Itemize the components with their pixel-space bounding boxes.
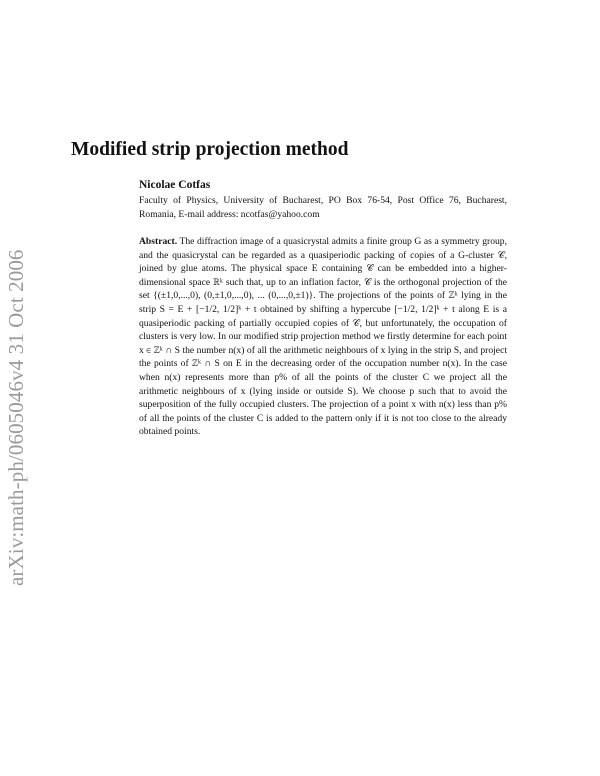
abstract-label: Abstract. xyxy=(139,236,178,247)
author-name: Nicolae Cotfas xyxy=(139,179,211,191)
paper-title: Modified strip projection method xyxy=(71,139,349,160)
abstract-text: The diffraction image of a quasicrystal admits a finite group G as a symmetry group, and the quasicrystal can be regarded as a quasiperiodic packing of copies of a G-cluster 𝒞, joined by glue atoms. The physical space E containing 𝒞 can be embedded into a higher-dimensional space ℝᵏ such that, up to an inflation factor, 𝒞 is the orthogonal projection of the set {(±1,0,...,0), (0,±1,0,...,0), ... (0,...,0,±1)}. The projections of the points of ℤᵏ lying in the strip S = E + [−1/2, 1/2]ᵏ + t obtained by shifting a hypercube [−1/2, 1/2]ᵏ + t along E is a quasiperiodic packing of partially occupied copies of 𝒞, but unfortunately, the occupation of clusters is very low. In our modified strip projection method we firstly determine for each point x ∈ ℤᵏ ∩ S the number n(x) of all the arithmetic neighbours of x lying in the strip S, and project the points of ℤᵏ ∩ S on E in the decreasing order of the occupation number n(x). In the case when n(x) represents more than p% of all the points of the cluster C we project all the arithmetic neighbours of x (lying inside or outside S). We choose p such that to avoid the superposition of the fully occupied clusters. The projection of a point x with n(x) less than p% of all the points of the cluster C is added to the pattern only if it is not too close to the already obtained points. xyxy=(139,236,507,438)
abstract xyxy=(139,235,507,439)
author-affiliation: Faculty of Physics, University of Bucharest, PO Box 76-54, Post Office 76, Bucharest, Romania, E-mail address: ncotfas@yahoo.com xyxy=(139,195,507,220)
arxiv-identifier: arXiv:math-ph/0605046v4 31 Oct 2006 xyxy=(4,249,28,586)
